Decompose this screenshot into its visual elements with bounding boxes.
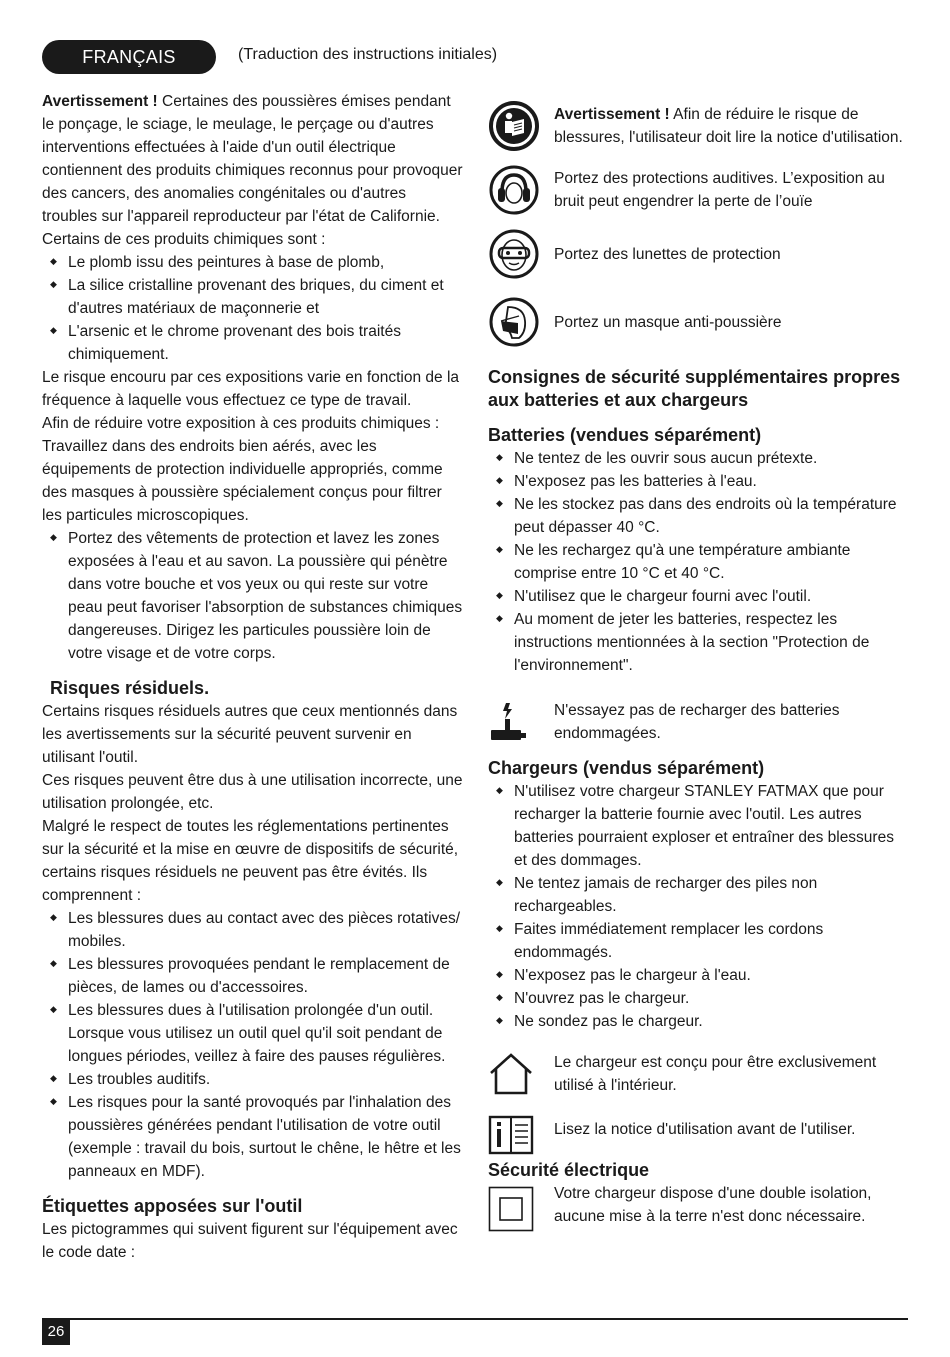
list-item: ◆ N'ouvrez pas le chargeur. [488, 987, 908, 1010]
list-item: ◆ Ne sondez pas le chargeur. [488, 1010, 908, 1033]
damaged-battery-text: N'essayez pas de recharger des batteries endommagées. [554, 702, 840, 742]
list-item: ◆ Les blessures provoquées pendant le remplacement de pièces, de lames ou d'accessoires. [42, 953, 464, 999]
right-column [488, 90, 908, 1232]
warning-text: Certaines des poussières émises pendant le ponçage, le sciage, le meulage, le perçage ou d'autres interventions effectuées à l'aide d'un outil électrique contiennent des produits chimiques reconnus pour provoquer des cancers, des anomalies congénitales ou d'autres troubles sur l'appareil reproducteur par l'état de Californie. Certains de ces produits chimiques sont : [42, 93, 463, 248]
page-number: 26 [42, 1319, 70, 1345]
footer-rule [42, 1318, 908, 1320]
translation-subtitle: (Traduction des instructions initiales) [238, 46, 498, 63]
pictogram-ear-protection [488, 164, 908, 216]
batteries-heading: Batteries (vendues séparément) [488, 425, 762, 445]
residual-paragraph-2: Ces risques peuvent être dus à une utilisation incorrecte, une utilisation prolongée, etc. [42, 772, 463, 812]
list-item: ◆ Faites immédiatement remplacer les cordons endommagés. [488, 918, 908, 964]
electrical-safety-heading: Sécurité électrique [488, 1160, 650, 1180]
tool-labels-paragraph: Les pictogrammes qui suivent figurent sur l'équipement avec le code date : [42, 1221, 458, 1261]
chargers-heading: Chargeurs (vendus séparément) [488, 758, 765, 778]
list-item: ◆ N'utilisez votre chargeur STANLEY FATMAX que pour recharger la batterie fournie avec l'outil. Les autres batteries pourraient exploser et entraîner des blessures et des dommages. [488, 780, 908, 872]
damaged-battery-icon [488, 699, 534, 745]
electrical-safety-text: Votre chargeur dispose d'une double isolation, aucune mise à la terre n'est donc nécessaire. [554, 1185, 872, 1225]
list-item: ◆ La silice cristalline provenant des briques, du ciment et d'autres matériaux de maçonnerie et [42, 274, 464, 320]
reduce-exposure-paragraph: Afin de réduire votre exposition à ces produits chimiques : Travaillez dans des endroits bien aérés, avec les équipements de protection individuelle appropriés, comme des masques à poussière spécialement conçus pour filtrer les particules microscopiques. [42, 415, 443, 524]
read-manual-text: Lisez la notice d'utilisation avant de l'utiliser. [554, 1120, 856, 1138]
read-manual-warning [554, 103, 908, 149]
read-manual-notice [488, 1113, 908, 1159]
left-column [42, 90, 464, 1264]
list-item: ◆ Ne tentez jamais de recharger des piles non rechargeables. [488, 872, 908, 918]
ear-protection-text: Portez des protections auditives. L’exposition au bruit peut engendrer la perte de l’ouïe [554, 170, 885, 210]
pictogram-dust-mask [488, 296, 908, 348]
double-insulation-notice [488, 1182, 908, 1232]
warning-label: Avertissement ! [42, 93, 158, 110]
read-manual-icon [488, 100, 540, 152]
list-item: ◆ Les risques pour la santé provoqués par l'inhalation des poussières générées pendant l'utilisation de votre outil (exemple : travail du bois, surtout le chêne, le hêtre et les panneaux en MDF). [42, 1091, 464, 1183]
warning-text: Afin de réduire le risque de blessures, l'utilisateur doit lire la notice d'utilisation. [554, 106, 903, 146]
eye-protection-text: Portez des lunettes de protection [554, 245, 781, 263]
list-item: ◆ Au moment de jeter les batteries, respectez les instructions mentionnées à la section "Protection de l'environnement". [488, 608, 908, 677]
ear-protection-icon [488, 164, 540, 216]
clothing-list [42, 527, 464, 665]
list-item: ◆ L'arsenic et le chrome provenant des bois traités chimiquement. [42, 320, 464, 366]
indoor-use-notice [488, 1051, 908, 1097]
list-item: ◆ Ne les stockez pas dans des endroits où la température peut dépasser 40 °C. [488, 493, 908, 539]
indoor-house-icon [488, 1051, 534, 1097]
info-book-icon [488, 1113, 534, 1159]
residual-risks-list [42, 907, 464, 1183]
list-item: ◆ N'exposez pas le chargeur à l'eau. [488, 964, 908, 987]
list-item: ◆ N'utilisez que le chargeur fourni avec l'outil. [488, 585, 908, 608]
list-item: ◆ Ne tentez de les ouvrir sous aucun prétexte. [488, 447, 908, 470]
battery-charger-safety-heading: Consignes de sécurité supplémentaires propres aux batteries et aux chargeurs [488, 367, 901, 410]
indoor-use-text: Le chargeur est conçu pour être exclusivement utilisé à l'intérieur. [554, 1054, 877, 1094]
double-insulation-icon [488, 1186, 534, 1232]
residual-paragraph-1: Certains risques résiduels autres que ceux mentionnés dans les avertissements sur la sécurité peuvent survenir en utilisant l'outil. [42, 703, 458, 766]
language-badge: FRANÇAIS [42, 40, 216, 74]
warning-label: Avertissement ! [554, 106, 670, 123]
pictogram-read-manual [488, 100, 908, 152]
residual-risks-heading: Risques résiduels. [50, 678, 210, 698]
dust-mask-text: Portez un masque anti-poussière [554, 313, 782, 331]
list-item: ◆ Les blessures dues au contact avec des pièces rotatives/ mobiles. [42, 907, 464, 953]
residual-paragraph-3: Malgré le respect de toutes les réglementations pertinentes sur la sécurité et la mise en œuvre de dispositifs de sécurité, certains risques résiduels ne peuvent pas être évités. Ils comprennent : [42, 818, 459, 904]
dust-mask-icon [488, 296, 540, 348]
list-item: ◆ N'exposez pas les batteries à l'eau. [488, 470, 908, 493]
risk-paragraph: Le risque encouru par ces expositions varie en fonction de la fréquence à laquelle vous effectuez ce type de travail. [42, 369, 460, 409]
list-item: ◆ Ne les rechargez qu'à une température ambiante comprise entre 10 °C et 40 °C. [488, 539, 908, 585]
list-item: ◆ Les blessures dues à l'utilisation prolongée d'un outil. Lorsque vous utilisez un outil quel qu'il soit pendant de longues périodes, veillez à faire des pauses régulières. [42, 999, 464, 1068]
eye-protection-icon [488, 228, 540, 280]
pictogram-eye-protection [488, 228, 908, 280]
damaged-battery-notice [488, 699, 908, 745]
list-item: ◆ Le plomb issu des peintures à base de plomb, [42, 251, 464, 274]
list-item: ◆ Les troubles auditifs. [42, 1068, 464, 1091]
battery-list [488, 447, 908, 677]
prop65-warning [42, 90, 464, 251]
tool-labels-heading: Étiquettes apposées sur l'outil [42, 1196, 303, 1216]
list-item: ◆ Portez des vêtements de protection et lavez les zones exposées à l'eau et au savon. La poussière qui pénètre dans votre bouche et vos yeux ou qui reste sur votre peau peut favoriser l'absorption de substances chimiques dangereuses. Dirigez les particules poussière loin de votre visage et de votre corps. [42, 527, 464, 665]
charger-list [488, 780, 908, 1033]
chemical-list [42, 251, 464, 366]
